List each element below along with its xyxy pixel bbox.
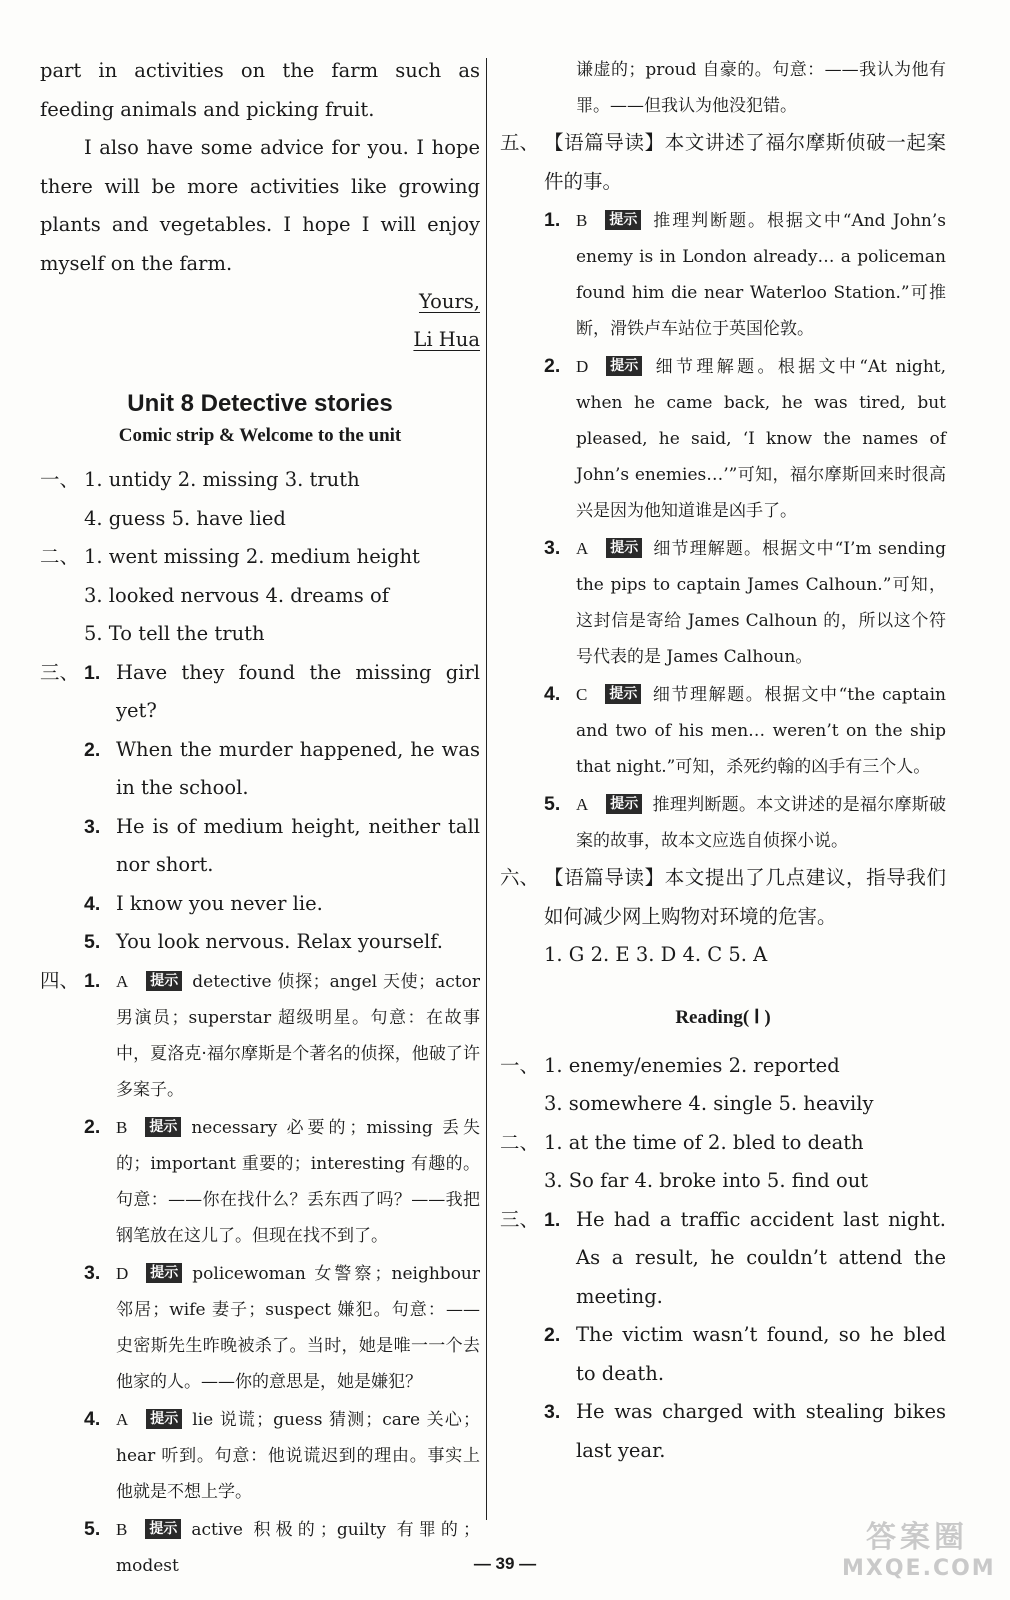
- section-2-row-3: 5. To tell the truth: [84, 622, 265, 645]
- section-5-item: 5. A 提示 推理判断题。本文讲述的是福尔摩斯破案的故事，故本文应选自侦探小说。: [544, 793, 946, 851]
- right-column: [500, 52, 946, 1470]
- section-label: 三、: [40, 660, 80, 684]
- reading-section-1-row-1: 一、 1. enemy/enemies 2. reported: [500, 1047, 946, 1086]
- section-5-item: 3. A 提示 细节理解题。根据文中“I’m sending the pips to captain James Calhoun.”可知，这封信是寄给 James Calhoun 的，所以这个符号代表的是 James Calhoun。: [544, 537, 946, 667]
- section-label: 五、: [500, 131, 540, 154]
- hint-badge: 提示: [605, 684, 641, 704]
- column-divider: [486, 58, 487, 1520]
- left-column: [40, 52, 480, 1584]
- section-6-answers: 1. G 2. E 3. D 4. C 5. A: [544, 943, 768, 966]
- section-label: 二、: [500, 1130, 540, 1154]
- letter-closing: Yours,: [418, 290, 480, 313]
- section-3-item: 3. He is of medium height, neither tall nor short.: [84, 814, 480, 876]
- section-label: 四、: [40, 968, 80, 992]
- section-3-item: 三、 1. Have they found the missing girl yet?: [40, 654, 480, 731]
- hint-badge: 提示: [146, 1409, 182, 1429]
- section-1-row-1: 一、 1. untidy 2. missing 3. truth: [40, 461, 480, 500]
- hint-badge: 提示: [146, 1263, 182, 1283]
- section-4-item: 4. A 提示 lie 说谎；guess 猜测；care 关心；hear 听到。句意：他说谎迟到的理由。事实上他就是不想上学。: [84, 1407, 480, 1502]
- hint-badge: 提示: [606, 538, 642, 558]
- section-label: 一、: [40, 468, 80, 491]
- section-4-item: 5. B 提示 active 积极的；guilty 有罪的；modest: [84, 1517, 480, 1576]
- section-5-item: 1. B 提示 推理判断题。根据文中“And John’s enemy is in London already… a policeman found him die near Waterloo Station.”可推断，滑铁卢车站位于英国伦敦。: [544, 209, 946, 339]
- letter-paragraph-1: part in activities on the farm such as feeding animals and picking fruit.: [40, 59, 480, 121]
- hint-badge: 提示: [146, 971, 182, 991]
- letter-paragraph-2: I also have some advice for you. I hope there will be more activities like growing plants and vegetables. I hope I will enjoy myself on the farm.: [40, 136, 480, 275]
- page-number: — 39 —: [473, 1554, 537, 1573]
- unit-subtitle: Comic strip & Welcome to the unit: [118, 425, 402, 446]
- reading-title: Reading( Ⅰ ): [675, 1006, 771, 1028]
- hint-badge: 提示: [605, 210, 641, 230]
- reading-section-2-row-2: 3. So far 4. broke into 5. find out: [544, 1169, 869, 1192]
- section-4-item: 四、 1. A 提示 detective 侦探；angel 天使；actor 男演员；superstar 超级明星。句意：在故事中，夏洛克·福尔摩斯是个著名的侦探，他破了许多案子。: [40, 962, 480, 1108]
- letter-signature: Li Hua: [413, 328, 480, 351]
- hint-badge: 提示: [606, 356, 642, 376]
- section-label: 六、: [500, 866, 540, 889]
- section-label: 三、: [500, 1207, 540, 1231]
- hint-badge: 提示: [606, 794, 642, 814]
- reading-section-1-row-2: 3. somewhere 4. single 5. heavily: [544, 1092, 874, 1115]
- section-3-item: 4. I know you never lie.: [84, 891, 323, 915]
- reading-section-2-row-1: 二、 1. at the time of 2. bled to death: [500, 1124, 946, 1163]
- section-4-item: 3. D 提示 policewoman 女警察；neighbour 邻居；wife 妻子；suspect 嫌犯。句意：——史密斯先生昨晚被杀了。当时，她是唯一一个去他家的人。——你的意思是，她是嫌犯？: [84, 1261, 480, 1392]
- section-2-row-2: 3. looked nervous 4. dreams of: [84, 583, 389, 607]
- section-3-item: 5. You look nervous. Relax yourself.: [84, 930, 443, 953]
- section-2-row-1: 二、 1. went missing 2. medium height: [40, 538, 480, 577]
- reading-section-3-item: 3. He was charged with stealing bikes last year.: [544, 1400, 946, 1462]
- section-5-item: 4. C 提示 细节理解题。根据文中“the captain and two of his men… weren’t on the ship that night.”可知，杀死约翰的凶手有三个人。: [544, 683, 946, 777]
- hint-badge: 提示: [145, 1117, 181, 1137]
- watermark-logo: 答案圈 MXQE.COM: [842, 1520, 996, 1581]
- section-1-row-2: 4. guess 5. have lied: [84, 506, 286, 530]
- section-5-intro: 五、 【语篇导读】本文讲述了福尔摩斯侦破一起案件的事。: [500, 124, 946, 201]
- section-5-item: 2. D 提示 细节理解题。根据文中“At night, when he came back, he was tired, but pleased, he said, ‘I know the names of John’s enemies…’”可知，福尔摩斯回来时很高兴是因为他知道谁是凶手了。: [544, 355, 946, 521]
- continuation-text: 谦虚的；proud 自豪的。句意：——我认为他有罪。——但我认为他没犯错。: [576, 60, 946, 116]
- section-label: 一、: [500, 1053, 540, 1077]
- unit-title: Unit 8 Detective stories: [127, 390, 393, 417]
- reading-section-3-item: 三、 1. He had a traffic accident last night. As a result, he couldn’t attend the meeting.: [500, 1201, 946, 1317]
- section-label: 二、: [40, 545, 80, 568]
- section-4-item: 2. B 提示 necessary 必要的；missing 丢失的；important 重要的；interesting 有趣的。句意：——你在找什么？丢东西了吗？——我把钢笔放在这儿了。但现在找不到了。: [84, 1115, 480, 1246]
- hint-badge: 提示: [145, 1519, 181, 1539]
- reading-section-3-item: 2. The victim wasn’t found, so he bled to death.: [544, 1323, 946, 1385]
- section-6-intro: 六、 【语篇导读】本文提出了几点建议，指导我们如何减少网上购物对环境的危害。: [500, 859, 946, 936]
- section-3-item: 2. When the murder happened, he was in the school.: [84, 737, 480, 799]
